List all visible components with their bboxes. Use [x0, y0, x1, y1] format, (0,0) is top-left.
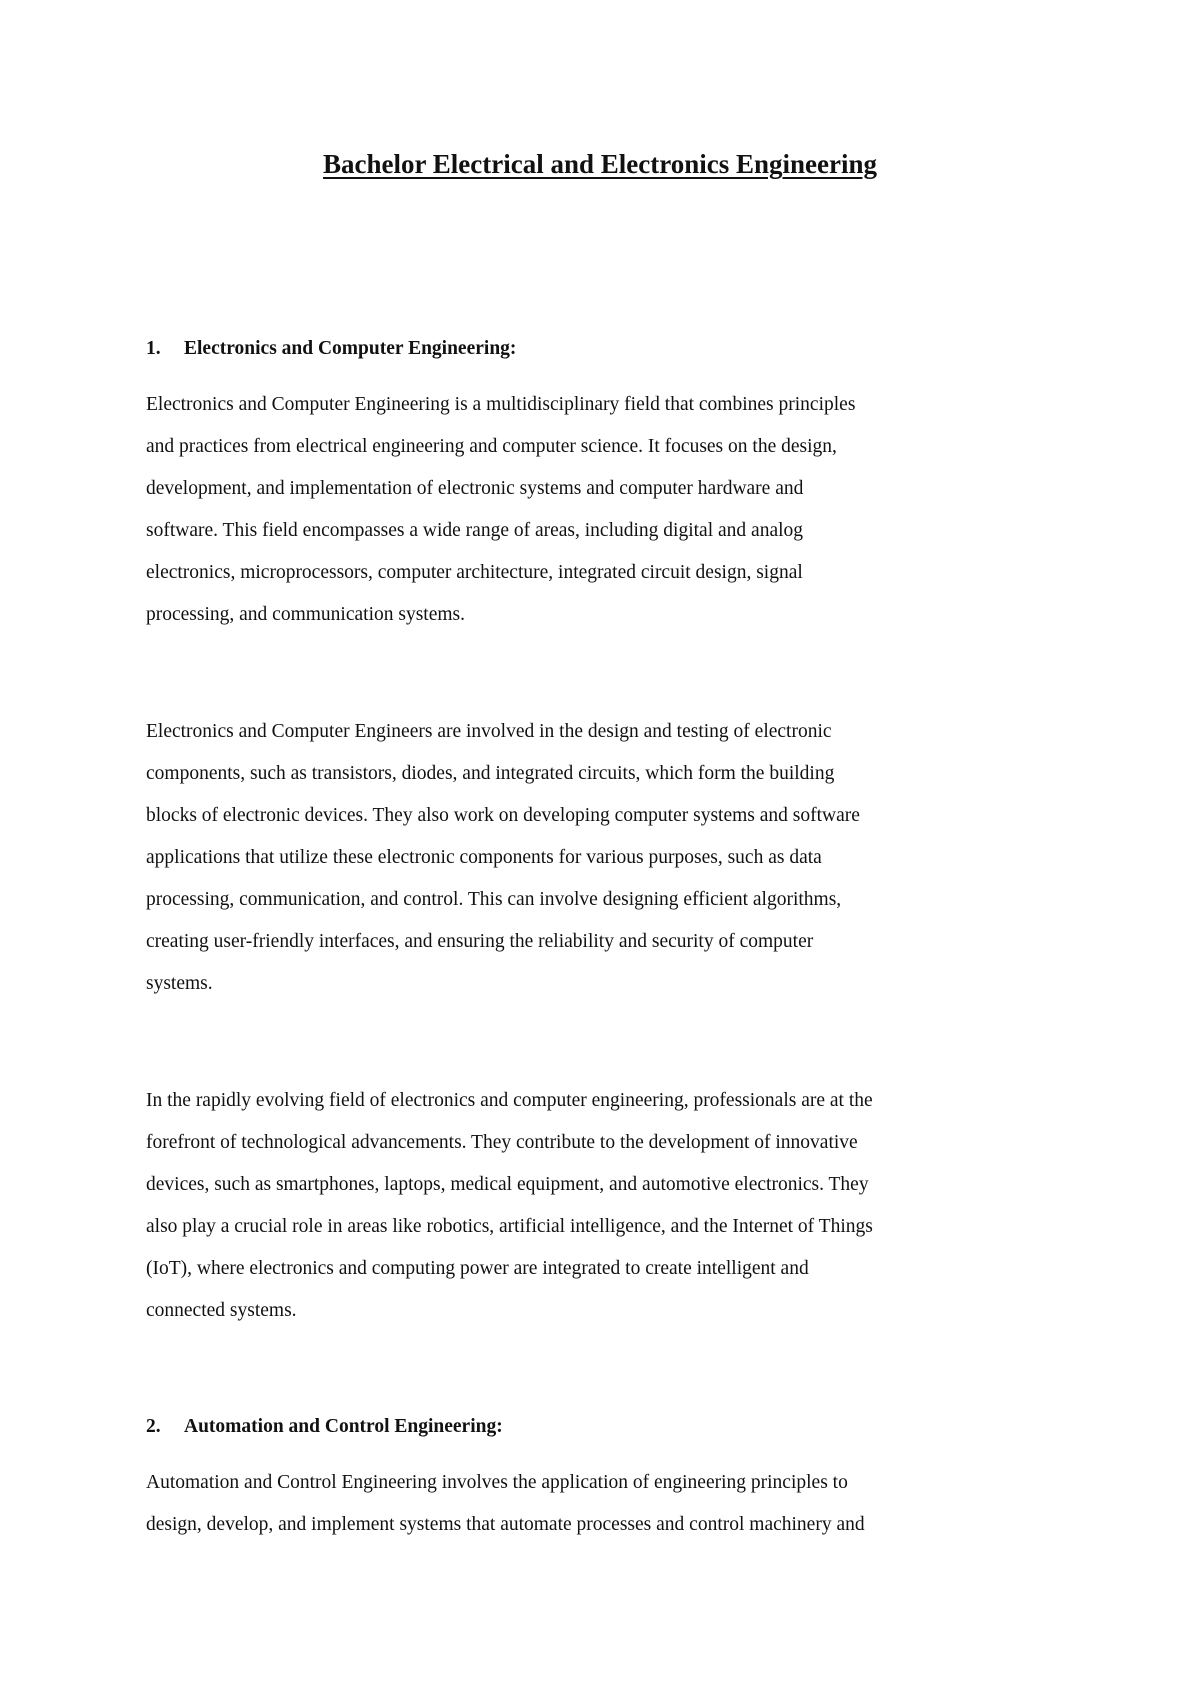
paragraph-line: forefront of technological advancements. They contribute to the development of innovative	[146, 1132, 858, 1153]
section-heading-text: Automation and Control Engineering:	[184, 1416, 503, 1437]
paragraph-line: processing, communication, and control. This can involve designing efficient algorithms,	[146, 889, 842, 910]
paragraph-line: design, develop, and implement systems that automate processes and control machinery and	[146, 1514, 865, 1535]
section-number: 2.	[146, 1416, 161, 1437]
paragraph	[146, 1462, 1066, 1546]
paragraph-line: applications that utilize these electronic components for various purposes, such as data	[146, 847, 822, 868]
paragraph-line: creating user-friendly interfaces, and ensuring the reliability and security of computer	[146, 931, 814, 952]
paragraph	[146, 711, 1066, 1005]
paragraph-line: software. This field encompasses a wide range of areas, including digital and analog	[146, 520, 804, 541]
paragraph-line: systems.	[146, 973, 213, 994]
paragraph-line: connected systems.	[146, 1300, 297, 1321]
paragraph	[146, 1080, 1066, 1332]
section-heading-electronics-computer	[146, 336, 1086, 362]
section-heading-text: Electronics and Computer Engineering:	[184, 338, 517, 359]
paragraph-line: Electronics and Computer Engineers are involved in the design and testing of electronic	[146, 721, 832, 742]
paragraph-line: components, such as transistors, diodes, and integrated circuits, which form the building	[146, 763, 835, 784]
paragraph-line: development, and implementation of electronic systems and computer hardware and	[146, 478, 804, 499]
paragraph-line: Automation and Control Engineering involves the application of engineering principles to	[146, 1472, 848, 1493]
paragraph-line: processing, and communication systems.	[146, 604, 465, 625]
paragraph-line: In the rapidly evolving field of electronics and computer engineering, professionals are at the	[146, 1090, 873, 1111]
paragraph-line: and practices from electrical engineering and computer science. It focuses on the design,	[146, 436, 837, 457]
paragraph-line: devices, such as smartphones, laptops, medical equipment, and automotive electronics. They	[146, 1174, 869, 1195]
document-title: Bachelor Electrical and Electronics Engineering	[323, 149, 877, 179]
paragraph-line: blocks of electronic devices. They also work on developing computer systems and software	[146, 805, 860, 826]
section-number: 1.	[146, 338, 161, 359]
paragraph-line: (IoT), where electronics and computing power are integrated to create intelligent and	[146, 1258, 809, 1279]
paragraph-line: also play a crucial role in areas like robotics, artificial intelligence, and the Internet of Things	[146, 1216, 873, 1237]
paragraph	[146, 384, 1066, 636]
paragraph-line: Electronics and Computer Engineering is a multidisciplinary field that combines principles	[146, 394, 856, 415]
paragraph-line: electronics, microprocessors, computer architecture, integrated circuit design, signal	[146, 562, 803, 583]
section-heading-automation-control	[146, 1414, 1086, 1440]
